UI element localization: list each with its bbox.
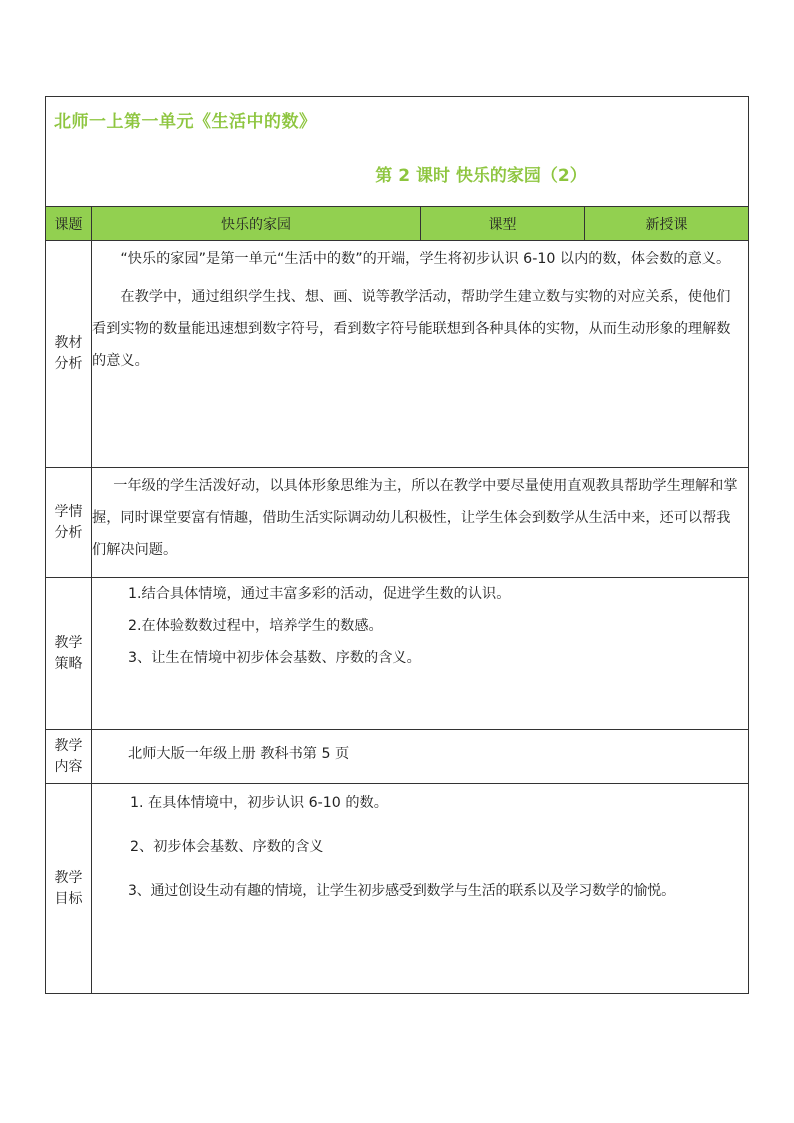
title-block <box>46 97 748 206</box>
type-value: 新授课 <box>585 207 748 240</box>
topic-label: 课题 <box>46 207 91 240</box>
strategy-item: 1.结合具体情境，通过丰富多彩的活动，促进学生数的认识。 <box>128 586 511 602</box>
divider <box>46 729 748 730</box>
teaching-goals-list <box>92 787 748 907</box>
goal-item: 1. 在具体情境中，初步认识 6-10 的数。 <box>130 795 388 811</box>
divider <box>46 240 748 241</box>
goal-item: 3、通过创设生动有趣的情境，让学生初步感受到数学与生活的联系以及学习数学的愉悦。 <box>128 883 675 899</box>
goal-item: 2、初步体会基数、序数的含义 <box>130 839 324 855</box>
teaching-strategy-label: 教学 策略 <box>54 634 83 672</box>
content-line: 北师大版一年级上册 教科书第 5 页 <box>128 746 350 762</box>
material-paragraph-2: 在教学中，通过组织学生找、想、画、说等教学活动，帮助学生建立数与实物的对应关系，使他们看到实物的数量能迅速想到数字符号，看到数字符号能联想到各种具体的实物，从而生动形象的理解数的意义。 <box>92 289 731 369</box>
students-paragraph: 一年级的学生活泼好动，以具体形象思维为主，所以在教学中要尽量使用直观教具帮助学生理解和掌握，同时课堂要富有情趣，借助生活实际调动幼儿积极性，让学生体会到数学从生活中来，还可以帮我们解决问题。 <box>92 478 738 558</box>
divider <box>46 467 748 468</box>
strategy-item: 3、让生在情境中初步体会基数、序数的含义。 <box>128 650 421 666</box>
students-analysis-label: 学情 分析 <box>54 503 83 541</box>
teaching-content-text <box>92 738 742 770</box>
strategy-item: 2.在体验数数过程中，培养学生的数感。 <box>128 618 383 634</box>
teaching-goals-label: 教学 目标 <box>54 869 83 907</box>
type-label: 课型 <box>421 207 584 240</box>
divider <box>46 783 748 784</box>
material-analysis-label: 教材 分析 <box>54 335 83 372</box>
lesson-plan-table <box>45 96 749 994</box>
lesson-subtitle: 第 2 课时 快乐的家园（2） <box>375 166 587 186</box>
teaching-strategy-list <box>92 578 742 674</box>
material-analysis-text <box>92 243 742 377</box>
unit-title: 北师一上第一单元《生活中的数》 <box>54 112 317 132</box>
topic-value: 快乐的家园 <box>92 207 420 240</box>
teaching-content-label: 教学 内容 <box>54 737 83 775</box>
students-analysis-text <box>92 470 742 566</box>
material-paragraph-1: “快乐的家园”是第一单元“生活中的数”的开端，学生将初步认识 6-10 以内的数，体会数的意义。 <box>120 251 731 267</box>
